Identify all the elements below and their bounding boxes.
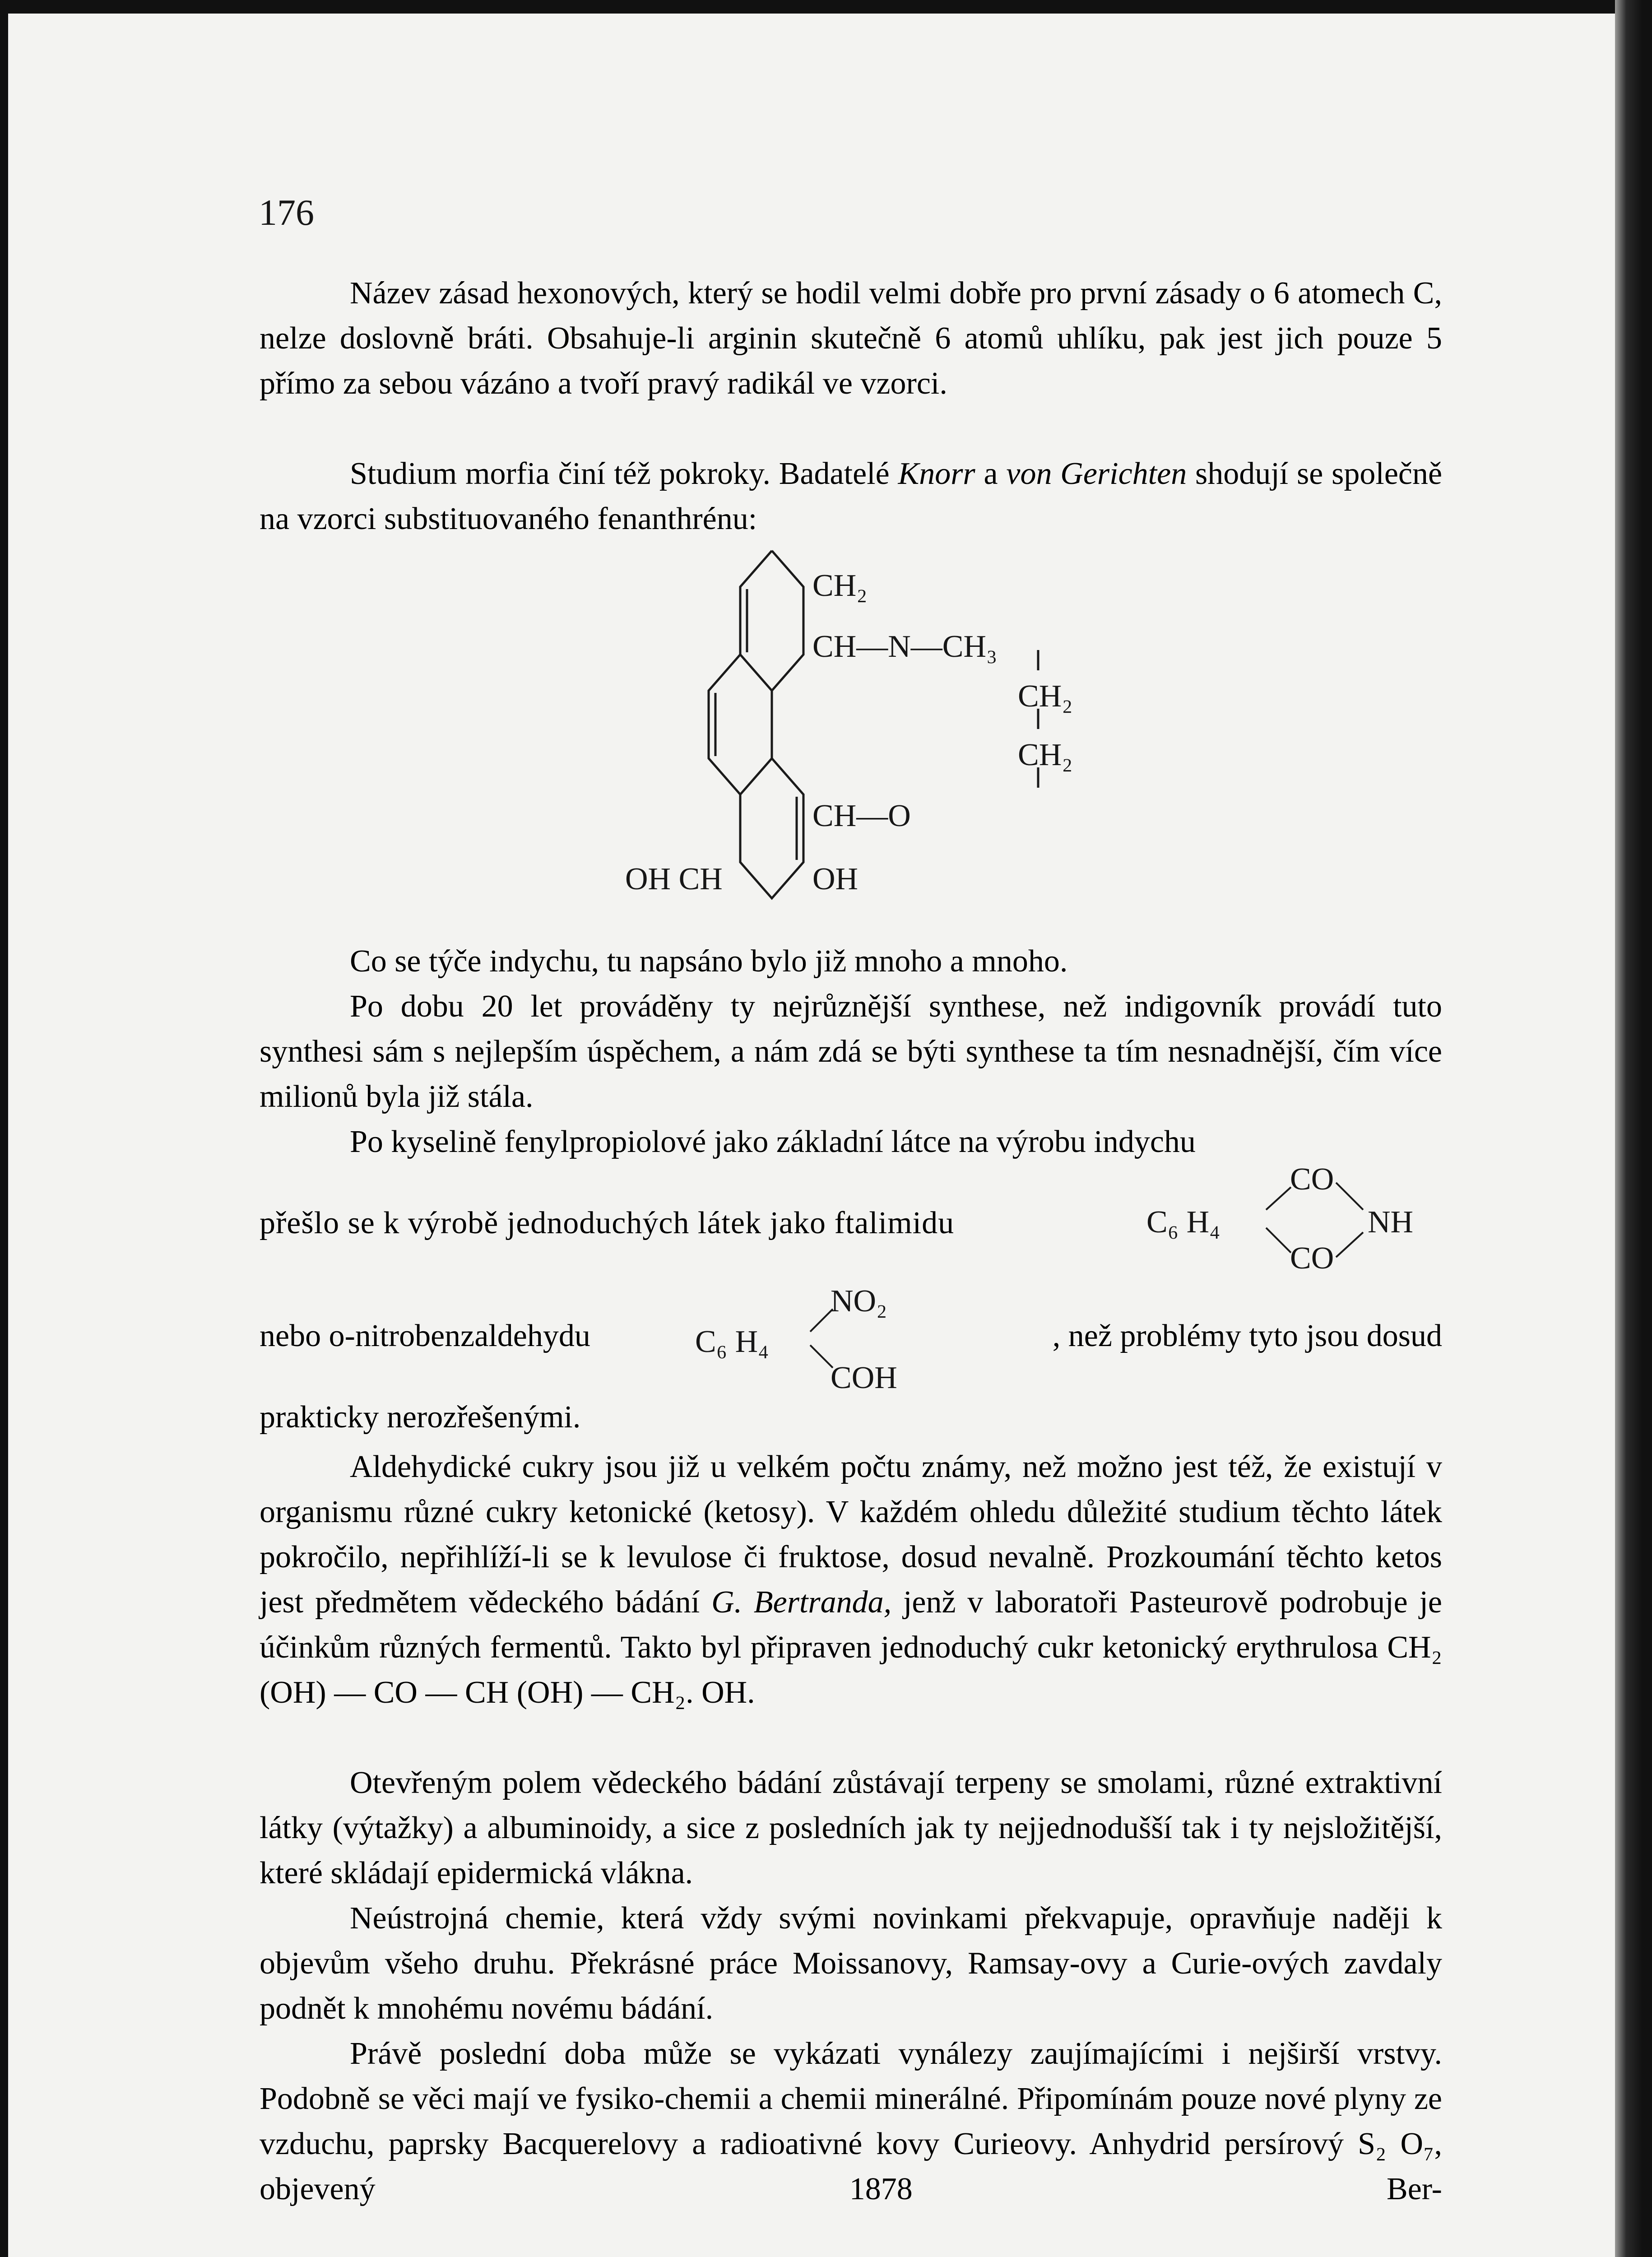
paragraph-text: jenž v laboratoři Pasteurově podrobuje je účinkům různých fermentů. Takto byl připraven jednoduchý cukr ketonický erythrulosa CH₂ (OH) — CO — CH (OH) — CH₂. OH. (260, 1585, 1443, 1710)
paragraph-text: prakticky nerozřešenými. (260, 1400, 581, 1435)
phenanthrene-structure (623, 542, 1255, 957)
paragraph-text: Po dobu 20 let prováděny ty nejrůznější synthese, než indigovník provádí tuto synthesi sám s nejlepším úspěchem, a nám zdá se býti synthese ta tím nesnadnější, čím více milionů byla již stála. (260, 989, 1442, 1114)
paragraph-hexonove-zasady (260, 271, 1442, 406)
ftalimid-text: přešlo se k výrobě jednoduchých látek jako ftalimidu (260, 1206, 955, 1240)
paragraph-nerozresenymi (260, 1395, 1442, 1440)
paragraph-text: Po kyselině fenylpropiolové jako základní látce na výrobu indychu (350, 1124, 1196, 1159)
paragraph-terpeny (260, 1760, 1442, 1896)
paragraph-neustrojna (260, 1896, 1442, 2031)
conjunction: a (984, 456, 998, 491)
paragraph-synthese (260, 984, 1442, 1119)
oh-right: OH (812, 862, 858, 896)
paragraph-text: Název zásad hexonových, který se hodil velmi dobře pro první zásady o 6 atomech C, nelze doslovně bráti. Obsahuje-li arginin skutečně 6 atomů uhlíku, pak jest jich pouze 5 přímo za sebou vázáno a tvoří pravý radikál ve vzorci. (260, 276, 1442, 401)
paragraph-text: Neústrojná chemie, která vždy svými novinkami překvapuje, opravňuje naději k objevům všeho druhu. Překrásné práce Moissanovy, Ramsay-ovy a Curie-ových zavdaly podnět k mnohému novému bádání. (260, 1901, 1442, 2026)
author-bertrand: G. Bertranda, (711, 1585, 892, 1620)
nh: NH (1368, 1205, 1414, 1240)
ch2-top: CH₂ (812, 568, 868, 603)
ch2-b: CH₂ (1018, 738, 1073, 772)
paragraph-morfium (260, 451, 1442, 542)
ch-o: CH—O (812, 799, 911, 833)
coh: COH (831, 1361, 897, 1395)
paragraph-text: Studium morfia činí též pokroky. Badatelé (350, 456, 890, 491)
ch2-a: CH₂ (1018, 679, 1073, 714)
nitro-after-line (858, 1314, 1442, 1359)
c6h4-nitro: C₆ H₄ (695, 1324, 769, 1359)
c6h4-ftalimid: C₆ H₄ (1146, 1205, 1220, 1240)
author-knorr: Knorr (898, 456, 975, 491)
co-bottom: CO (1290, 1241, 1334, 1276)
ring-bonds (709, 551, 1038, 898)
page-number: 176 (259, 192, 314, 233)
no2: NO₂ (831, 1284, 887, 1319)
paragraph-text: Aldehydické cukry jsou již u velkém počtu známy, než možno jest též, že existují v organismu různé cukry ketonické (ketosy). V každém ohledu důležité studium těchto látek pokročilo, nepřihlíží-li se k levulose či fruktose, dosud nevalně. Prozkoumání těchto ketos jest předmětem vědeckého bádání (260, 1449, 1442, 1620)
paragraph-indych (260, 939, 1442, 984)
ch-n-ch3: CH—N—CH₃ (812, 629, 998, 664)
paragraph-text: Právě poslední doba může se vykázati vynálezy zaujímajícími i nejširší vrstvy. Podobně se věci mají ve fysiko-chemii a chemii minerálné. Připomínám pouze nové plyny ze vzduchu, paprsky Bacquerelovy a radioativné kovy Curieovy. Anhydrid persírový S₂ O₇, objevený 1878 Ber- (260, 2036, 1442, 2206)
nitro-bonds (810, 1309, 833, 1368)
paragraph-text: Otevřeným polem vědeckého bádání zůstávají terpeny se smolami, různé extraktivní látky (výtažky) a albuminoidy, a sice z posledních jak ty nejjednodušší tak i ty nejsložitější, které skládají epidermická vlákna. (260, 1765, 1442, 1890)
oh-ch-left: OH CH (625, 862, 723, 896)
paragraph-text: Co se týče indychu, tu napsáno bylo již mnoho a mnoho. (350, 944, 1068, 979)
scan-edge (1615, 0, 1652, 2257)
nitro-after: , než problémy tyto jsou dosud (1052, 1319, 1442, 1353)
ftalimid-formula (1146, 1156, 1462, 1286)
paragraph-text: shodují se společně na vzorci substituovaného fenanthrénu: (260, 456, 1443, 536)
co-top: CO (1290, 1162, 1334, 1197)
nitro-text: nebo o-nitrobenzaldehydu (260, 1319, 590, 1353)
paragraph-vynalezy (260, 2031, 1442, 2212)
paragraph-cukry (260, 1444, 1442, 1715)
author-gerichten: von Gerichten (1006, 456, 1187, 491)
